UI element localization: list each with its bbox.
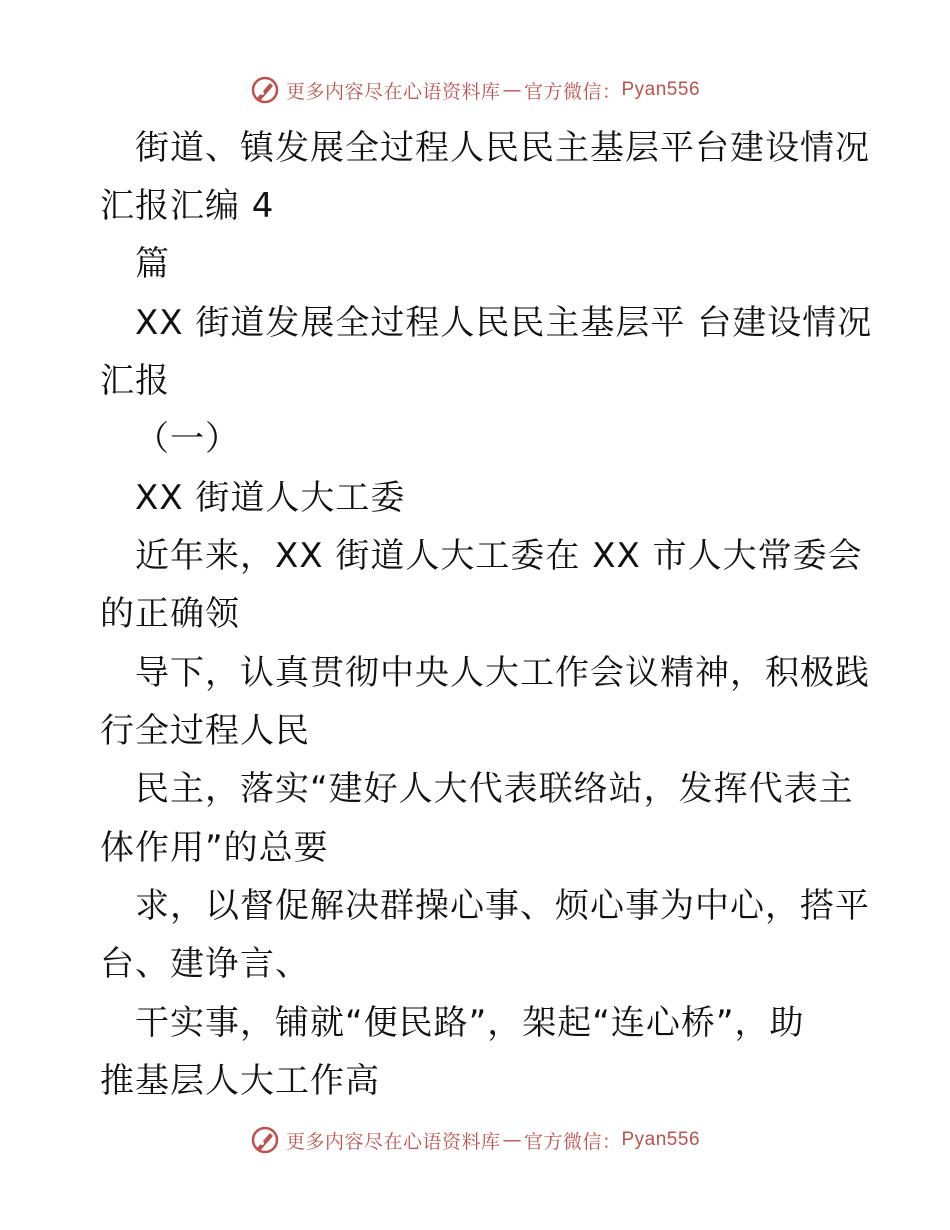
doc-line: 汇报汇编 4 (100, 186, 275, 226)
watermark-wechat-label: 官方微信： (523, 80, 622, 103)
doc-line: 篇 (135, 244, 170, 284)
doc-line: 近年来，XX 街道人大工委在 XX 市人大常委会 (135, 536, 863, 576)
doc-line: 干实事，铺就“便民路”，架起“连心桥”，助 (135, 1003, 805, 1043)
pen-logo-icon (250, 75, 280, 105)
doc-line: 体作用”的总要 (100, 828, 329, 868)
watermark-wechat-id: Pyan556 (621, 79, 701, 100)
doc-line: （一） (135, 419, 240, 459)
doc-line: 导下，认真贯彻中央人大工作会议精神，积极践 (135, 653, 870, 693)
watermark-main-text: 更多内容尽在心语资料库 (285, 1130, 501, 1153)
pen-logo-icon (250, 1125, 280, 1155)
watermark-wechat-id: Pyan556 (621, 1129, 701, 1150)
doc-line: 汇报 (100, 361, 170, 401)
watermark-dash: — (502, 1129, 522, 1151)
doc-line: 的正确领 (100, 594, 240, 634)
doc-line: 推基层人大工作高 (100, 1061, 380, 1101)
doc-line: 行全过程人民 (100, 711, 310, 751)
doc-line: 求，以督促解决群操心事、烦心事为中心，搭平 (135, 886, 870, 926)
watermark-wechat-label: 官方微信： (523, 1130, 622, 1153)
doc-line: XX 街道发展全过程人民民主基层平 台建设情况 (135, 303, 873, 343)
doc-line: 民主，落实“建好人大代表联络站，发挥代表主 (135, 769, 854, 809)
doc-line: 街道、镇发展全过程人民民主基层平台建设情况 (135, 128, 870, 168)
doc-line: 台、建诤言、 (100, 944, 310, 984)
watermark-dash: — (502, 79, 522, 101)
watermark-main-text: 更多内容尽在心语资料库 (285, 80, 501, 103)
header-watermark (0, 70, 950, 110)
doc-line: XX 街道人大工委 (135, 478, 406, 518)
footer-watermark (0, 1120, 950, 1160)
